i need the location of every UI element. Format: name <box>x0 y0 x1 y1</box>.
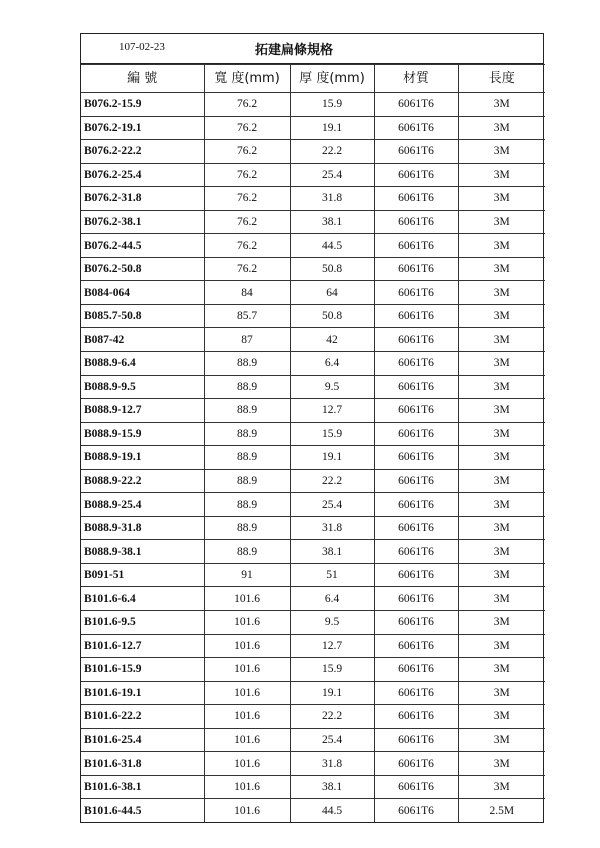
table-row <box>81 516 545 540</box>
cell-length: 3M <box>458 563 545 587</box>
cell-code: B088.9-19.1 <box>81 446 204 470</box>
cell-width: 76.2 <box>204 210 290 234</box>
cell-width: 76.2 <box>204 257 290 281</box>
cell-width: 101.6 <box>204 775 290 799</box>
cell-material: 6061T6 <box>374 163 458 187</box>
cell-thickness: 22.2 <box>290 140 374 164</box>
cell-length: 3M <box>458 328 545 352</box>
cell-thickness: 12.7 <box>290 399 374 423</box>
cell-length: 3M <box>458 540 545 564</box>
cell-length: 3M <box>458 446 545 470</box>
cell-width: 76.2 <box>204 163 290 187</box>
cell-width: 76.2 <box>204 140 290 164</box>
cell-material: 6061T6 <box>374 140 458 164</box>
cell-thickness: 38.1 <box>290 775 374 799</box>
table-row <box>81 587 545 611</box>
table-row <box>81 281 545 305</box>
cell-code: B088.9-15.9 <box>81 422 204 446</box>
table-row <box>81 540 545 564</box>
column-header-material: 材質 <box>374 65 458 93</box>
cell-code: B101.6-19.1 <box>81 681 204 705</box>
cell-width: 76.2 <box>204 116 290 140</box>
cell-width: 101.6 <box>204 728 290 752</box>
cell-code: B101.6-15.9 <box>81 658 204 682</box>
table-row <box>81 93 545 117</box>
cell-thickness: 25.4 <box>290 163 374 187</box>
cell-length: 3M <box>458 587 545 611</box>
cell-code: B088.9-9.5 <box>81 375 204 399</box>
cell-thickness: 31.8 <box>290 187 374 211</box>
cell-code: B087-42 <box>81 328 204 352</box>
cell-width: 101.6 <box>204 752 290 776</box>
cell-code: B088.9-12.7 <box>81 399 204 423</box>
cell-code: B076.2-25.4 <box>81 163 204 187</box>
cell-material: 6061T6 <box>374 752 458 776</box>
cell-material: 6061T6 <box>374 234 458 258</box>
cell-thickness: 22.2 <box>290 705 374 729</box>
cell-thickness: 42 <box>290 328 374 352</box>
cell-thickness: 31.8 <box>290 752 374 776</box>
cell-material: 6061T6 <box>374 187 458 211</box>
cell-material: 6061T6 <box>374 705 458 729</box>
cell-material: 6061T6 <box>374 493 458 517</box>
cell-material: 6061T6 <box>374 587 458 611</box>
cell-code: B101.6-6.4 <box>81 587 204 611</box>
table-row <box>81 163 545 187</box>
cell-code: B091-51 <box>81 563 204 587</box>
cell-length: 3M <box>458 752 545 776</box>
cell-thickness: 51 <box>290 563 374 587</box>
cell-length: 3M <box>458 210 545 234</box>
column-header-length: 長度 <box>458 65 545 93</box>
cell-length: 3M <box>458 681 545 705</box>
column-header-code: 編 號 <box>81 65 204 93</box>
cell-width: 101.6 <box>204 658 290 682</box>
table-row <box>81 116 545 140</box>
cell-code: B101.6-9.5 <box>81 611 204 635</box>
cell-thickness: 50.8 <box>290 257 374 281</box>
cell-thickness: 64 <box>290 281 374 305</box>
cell-code: B101.6-25.4 <box>81 728 204 752</box>
cell-material: 6061T6 <box>374 328 458 352</box>
cell-width: 88.9 <box>204 375 290 399</box>
table-row <box>81 328 545 352</box>
table-row <box>81 304 545 328</box>
cell-width: 88.9 <box>204 399 290 423</box>
cell-material: 6061T6 <box>374 446 458 470</box>
cell-length: 3M <box>458 634 545 658</box>
table-row <box>81 493 545 517</box>
cell-width: 76.2 <box>204 187 290 211</box>
cell-length: 3M <box>458 493 545 517</box>
table-row <box>81 446 545 470</box>
cell-thickness: 19.1 <box>290 681 374 705</box>
cell-width: 101.6 <box>204 634 290 658</box>
cell-width: 88.9 <box>204 540 290 564</box>
cell-material: 6061T6 <box>374 634 458 658</box>
cell-material: 6061T6 <box>374 352 458 376</box>
table-row <box>81 352 545 376</box>
cell-width: 88.9 <box>204 493 290 517</box>
cell-material: 6061T6 <box>374 281 458 305</box>
cell-width: 88.9 <box>204 422 290 446</box>
cell-length: 3M <box>458 422 545 446</box>
table-row <box>81 752 545 776</box>
cell-thickness: 50.8 <box>290 304 374 328</box>
cell-material: 6061T6 <box>374 304 458 328</box>
cell-material: 6061T6 <box>374 257 458 281</box>
table-body <box>81 93 545 822</box>
cell-material: 6061T6 <box>374 469 458 493</box>
table-row <box>81 658 545 682</box>
cell-length: 3M <box>458 728 545 752</box>
table-row <box>81 775 545 799</box>
table-row <box>81 563 545 587</box>
cell-thickness: 25.4 <box>290 728 374 752</box>
cell-width: 88.9 <box>204 469 290 493</box>
cell-thickness: 9.5 <box>290 375 374 399</box>
cell-length: 3M <box>458 187 545 211</box>
cell-code: B101.6-31.8 <box>81 752 204 776</box>
table-row <box>81 681 545 705</box>
column-header-width: 寬 度(mm) <box>204 65 290 93</box>
cell-material: 6061T6 <box>374 375 458 399</box>
table-row <box>81 187 545 211</box>
cell-length: 3M <box>458 705 545 729</box>
title-row <box>81 34 543 64</box>
cell-material: 6061T6 <box>374 658 458 682</box>
cell-material: 6061T6 <box>374 93 458 117</box>
table-row <box>81 375 545 399</box>
table-row <box>81 728 545 752</box>
cell-length: 2.5M <box>458 799 545 822</box>
cell-material: 6061T6 <box>374 681 458 705</box>
cell-material: 6061T6 <box>374 516 458 540</box>
cell-length: 3M <box>458 140 545 164</box>
cell-width: 101.6 <box>204 681 290 705</box>
cell-length: 3M <box>458 375 545 399</box>
cell-width: 84 <box>204 281 290 305</box>
cell-material: 6061T6 <box>374 563 458 587</box>
cell-material: 6061T6 <box>374 399 458 423</box>
cell-width: 76.2 <box>204 234 290 258</box>
cell-thickness: 38.1 <box>290 210 374 234</box>
cell-width: 87 <box>204 328 290 352</box>
cell-code: B076.2-22.2 <box>81 140 204 164</box>
cell-width: 85.7 <box>204 304 290 328</box>
cell-length: 3M <box>458 116 545 140</box>
spec-sheet <box>80 33 544 823</box>
cell-length: 3M <box>458 281 545 305</box>
cell-code: B076.2-15.9 <box>81 93 204 117</box>
cell-length: 3M <box>458 234 545 258</box>
cell-thickness: 6.4 <box>290 352 374 376</box>
cell-code: B076.2-31.8 <box>81 187 204 211</box>
cell-thickness: 44.5 <box>290 234 374 258</box>
cell-width: 88.9 <box>204 446 290 470</box>
table-header-row <box>81 65 545 93</box>
cell-length: 3M <box>458 399 545 423</box>
page-title: 拓建扁條規格 <box>255 43 334 58</box>
table-row <box>81 210 545 234</box>
cell-length: 3M <box>458 775 545 799</box>
cell-length: 3M <box>458 658 545 682</box>
cell-width: 88.9 <box>204 352 290 376</box>
cell-code: B101.6-12.7 <box>81 634 204 658</box>
cell-code: B088.9-6.4 <box>81 352 204 376</box>
cell-length: 3M <box>458 611 545 635</box>
cell-width: 88.9 <box>204 516 290 540</box>
table-row <box>81 469 545 493</box>
cell-code: B076.2-44.5 <box>81 234 204 258</box>
cell-code: B101.6-44.5 <box>81 799 204 822</box>
cell-material: 6061T6 <box>374 116 458 140</box>
cell-material: 6061T6 <box>374 422 458 446</box>
cell-width: 91 <box>204 563 290 587</box>
cell-code: B088.9-31.8 <box>81 516 204 540</box>
cell-material: 6061T6 <box>374 210 458 234</box>
cell-thickness: 38.1 <box>290 540 374 564</box>
cell-code: B076.2-38.1 <box>81 210 204 234</box>
cell-code: B085.7-50.8 <box>81 304 204 328</box>
table-row <box>81 705 545 729</box>
document-date: 107-02-23 <box>119 41 165 53</box>
cell-material: 6061T6 <box>374 728 458 752</box>
cell-thickness: 19.1 <box>290 446 374 470</box>
cell-length: 3M <box>458 304 545 328</box>
cell-code: B088.9-22.2 <box>81 469 204 493</box>
cell-width: 101.6 <box>204 799 290 822</box>
cell-code: B076.2-19.1 <box>81 116 204 140</box>
cell-code: B101.6-22.2 <box>81 705 204 729</box>
cell-thickness: 15.9 <box>290 658 374 682</box>
column-header-thickness: 厚 度(mm) <box>290 65 374 93</box>
cell-code: B088.9-25.4 <box>81 493 204 517</box>
cell-length: 3M <box>458 352 545 376</box>
cell-code: B076.2-50.8 <box>81 257 204 281</box>
cell-width: 101.6 <box>204 705 290 729</box>
cell-material: 6061T6 <box>374 799 458 822</box>
cell-thickness: 44.5 <box>290 799 374 822</box>
table-row <box>81 611 545 635</box>
table-row <box>81 257 545 281</box>
cell-length: 3M <box>458 516 545 540</box>
cell-material: 6061T6 <box>374 775 458 799</box>
cell-width: 101.6 <box>204 611 290 635</box>
cell-thickness: 22.2 <box>290 469 374 493</box>
cell-thickness: 25.4 <box>290 493 374 517</box>
cell-length: 3M <box>458 257 545 281</box>
cell-thickness: 31.8 <box>290 516 374 540</box>
cell-thickness: 15.9 <box>290 93 374 117</box>
cell-material: 6061T6 <box>374 540 458 564</box>
cell-thickness: 19.1 <box>290 116 374 140</box>
cell-length: 3M <box>458 93 545 117</box>
cell-length: 3M <box>458 469 545 493</box>
cell-length: 3M <box>458 163 545 187</box>
cell-code: B084-064 <box>81 281 204 305</box>
cell-thickness: 12.7 <box>290 634 374 658</box>
spec-table <box>81 64 545 822</box>
cell-material: 6061T6 <box>374 611 458 635</box>
cell-code: B101.6-38.1 <box>81 775 204 799</box>
cell-thickness: 6.4 <box>290 587 374 611</box>
cell-thickness: 15.9 <box>290 422 374 446</box>
table-row <box>81 140 545 164</box>
table-row <box>81 799 545 822</box>
cell-width: 101.6 <box>204 587 290 611</box>
cell-width: 76.2 <box>204 93 290 117</box>
table-row <box>81 422 545 446</box>
cell-code: B088.9-38.1 <box>81 540 204 564</box>
table-row <box>81 634 545 658</box>
table-row <box>81 234 545 258</box>
cell-thickness: 9.5 <box>290 611 374 635</box>
table-row <box>81 399 545 423</box>
